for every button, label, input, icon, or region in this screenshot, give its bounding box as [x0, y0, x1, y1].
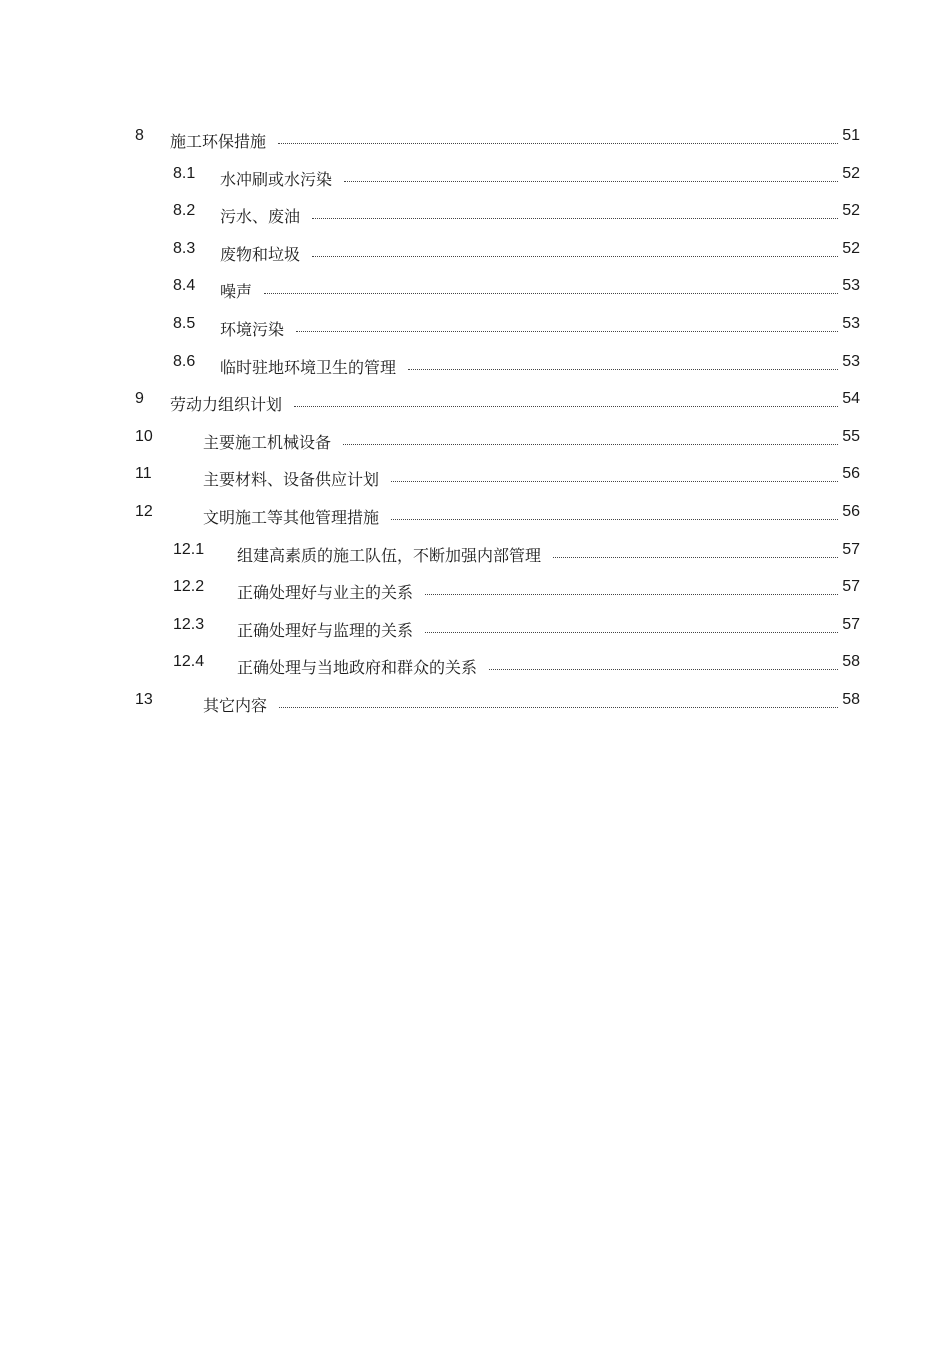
toc-entry-page-number: 53 — [842, 314, 860, 332]
toc-entry-number: 8 — [135, 127, 144, 144]
toc-entry-title: 文明施工等其他管理措施 — [203, 507, 380, 527]
toc-entry[interactable] — [0, 418, 950, 456]
toc-dot-leader — [391, 461, 838, 482]
toc-entry-line — [237, 577, 838, 603]
toc-entry-number: 11 — [135, 465, 152, 483]
toc-entry-number: 9 — [135, 390, 144, 408]
toc-dot-leader — [279, 687, 838, 708]
toc-entry[interactable] — [0, 455, 950, 493]
toc-entry-line — [220, 276, 838, 302]
toc-entry-page-number: 57 — [842, 578, 860, 596]
toc-entry-number: 12.3 — [173, 615, 205, 633]
toc-entry-number: 8.2 — [173, 202, 196, 220]
toc-entry-title: 废物和垃圾 — [220, 244, 301, 264]
toc-entry-title: 正确处理与当地政府和群众的关系 — [237, 658, 478, 678]
toc-entry-title: 噪声 — [220, 282, 253, 302]
toc-entry[interactable] — [0, 155, 950, 193]
toc-entry-line — [220, 164, 838, 189]
toc-entry-title: 主要材料、设备供应计划 — [203, 470, 380, 490]
toc-entry-line — [220, 314, 838, 339]
toc-dot-leader — [489, 649, 838, 670]
toc-entry-number: 8.6 — [173, 352, 196, 370]
toc-entry[interactable] — [0, 267, 950, 305]
toc-entry[interactable] — [0, 681, 950, 719]
toc-entry-page-number: 55 — [842, 427, 860, 445]
toc-entry-title: 污水、废油 — [220, 207, 301, 227]
toc-entry-page-number: 58 — [842, 653, 860, 671]
toc-entry-title: 正确处理好与业主的关系 — [237, 583, 414, 603]
toc-entry-number: 12.1 — [173, 540, 205, 558]
toc-entry-line — [203, 464, 838, 490]
toc-dot-leader — [296, 311, 838, 332]
toc-entry-number: 8.4 — [173, 277, 196, 295]
table-of-contents — [0, 117, 950, 719]
toc-entry-number: 8.1 — [173, 164, 196, 182]
toc-entry-page-number: 52 — [842, 202, 860, 220]
toc-entry-title: 正确处理好与监理的关系 — [237, 620, 414, 640]
toc-entry-line — [170, 389, 838, 415]
toc-entry-line — [203, 690, 838, 715]
toc-dot-leader — [294, 386, 838, 407]
toc-entry-title: 临时驻地环境卫生的管理 — [220, 357, 397, 377]
toc-entry-title: 主要施工机械设备 — [203, 432, 332, 452]
toc-entry-title: 其它内容 — [203, 695, 268, 715]
toc-entry-title: 环境污染 — [220, 319, 285, 339]
toc-entry-line — [237, 615, 838, 640]
toc-entry[interactable] — [0, 192, 950, 230]
toc-entry-page-number: 52 — [842, 164, 860, 182]
toc-entry-line — [220, 352, 838, 377]
toc-entry-number: 10 — [135, 427, 153, 445]
toc-entry-line — [203, 427, 838, 452]
toc-entry[interactable] — [0, 568, 950, 606]
toc-dot-leader — [408, 349, 838, 370]
toc-entry-line — [220, 201, 838, 227]
toc-entry-title: 劳动力组织计划 — [170, 395, 283, 415]
toc-entry[interactable] — [0, 305, 950, 343]
toc-dot-leader — [553, 537, 838, 558]
toc-entry-page-number: 56 — [842, 465, 860, 483]
toc-entry-number: 8.3 — [173, 239, 196, 257]
toc-dot-leader — [278, 123, 838, 144]
toc-entry-number: 12.2 — [173, 578, 205, 596]
toc-entry-line — [237, 540, 838, 565]
toc-entry-title: 施工环保措施 — [170, 132, 267, 151]
toc-entry-page-number: 57 — [842, 540, 860, 558]
toc-entry[interactable] — [0, 606, 950, 644]
toc-dot-leader — [264, 273, 838, 294]
toc-dot-leader — [343, 424, 838, 445]
toc-entry-title: 组建高素质的施工队伍，不断加强内部管理 — [237, 545, 542, 565]
toc-entry-page-number: 51 — [842, 127, 860, 144]
toc-dot-leader — [425, 574, 838, 595]
toc-entry-number: 13 — [135, 690, 153, 708]
toc-dot-leader — [391, 499, 838, 520]
toc-entry[interactable] — [0, 531, 950, 569]
toc-entry[interactable] — [0, 117, 950, 155]
toc-entry-line — [170, 126, 838, 151]
toc-entry-page-number: 58 — [842, 690, 860, 708]
toc-entry-line — [237, 652, 838, 678]
toc-entry[interactable] — [0, 380, 950, 418]
toc-entry-page-number: 53 — [842, 352, 860, 370]
toc-dot-leader — [312, 236, 838, 257]
toc-entry-page-number: 53 — [842, 277, 860, 295]
toc-dot-leader — [425, 612, 838, 633]
toc-entry-line — [203, 502, 838, 527]
toc-entry[interactable] — [0, 643, 950, 681]
toc-entry[interactable] — [0, 493, 950, 531]
toc-entry-number: 8.5 — [173, 314, 196, 332]
toc-entry-number: 12 — [135, 502, 153, 520]
toc-entry-page-number: 54 — [842, 390, 860, 408]
toc-entry[interactable] — [0, 343, 950, 381]
toc-entry-page-number: 56 — [842, 502, 860, 520]
toc-entry-line — [220, 239, 838, 264]
toc-entry-number: 12.4 — [173, 653, 205, 671]
toc-entry[interactable] — [0, 230, 950, 268]
toc-dot-leader — [344, 161, 838, 182]
toc-entry-page-number: 52 — [842, 239, 860, 257]
toc-entry-title: 水冲刷或水污染 — [220, 169, 333, 189]
toc-entry-page-number: 57 — [842, 615, 860, 633]
toc-dot-leader — [312, 198, 838, 219]
